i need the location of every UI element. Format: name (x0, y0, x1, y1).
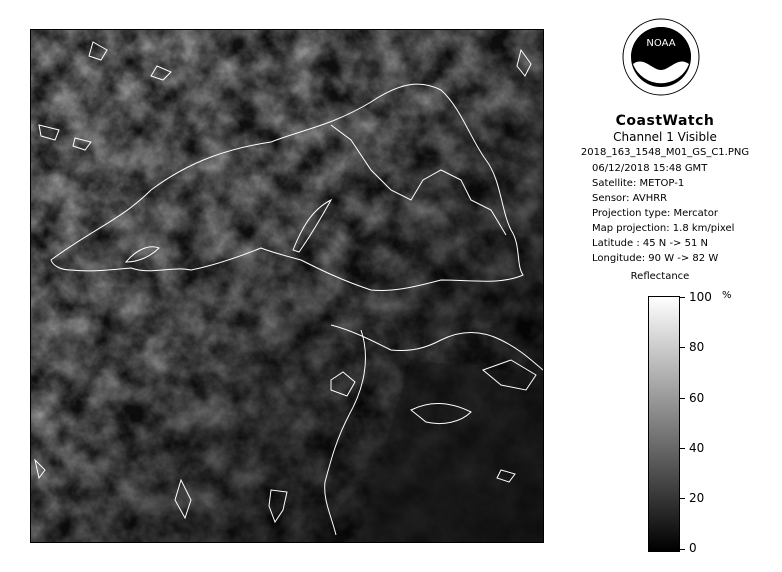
tick-label-20: 20 (689, 491, 705, 505)
filename: 2018_163_1548_M01_GS_C1.PNG (580, 147, 750, 158)
meta-satellite: Satellite: METOP-1 (592, 178, 685, 189)
meta-longitude: Longitude: 90 W -> 82 W (592, 253, 719, 264)
app-title: CoastWatch (615, 113, 715, 129)
tick-label-40: 40 (689, 441, 705, 455)
tick-mark (679, 549, 685, 550)
info-panel (548, 0, 782, 572)
tick-label-0: 0 (689, 541, 697, 555)
meta-latitude: Latitude : 45 N -> 51 N (592, 238, 708, 249)
meta-sensor: Sensor: AVHRR (592, 193, 668, 204)
meta-projection-type: Projection type: Mercator (592, 208, 718, 219)
meta-datetime: 06/12/2018 15:48 GMT (592, 163, 708, 174)
logo-text: NOAA (646, 38, 676, 49)
tick-label-60: 60 (689, 391, 705, 405)
tick-mark (679, 398, 685, 399)
noaa-logo (622, 18, 700, 96)
tick-mark (679, 498, 685, 499)
tick-label-80: 80 (689, 340, 705, 354)
legend-unit: % (722, 290, 732, 301)
tick-mark (679, 347, 685, 348)
channel-label: Channel 1 Visible (613, 130, 717, 144)
tick-label-100: 100 (689, 290, 712, 304)
reflectance-colorbar (648, 296, 680, 552)
tick-mark (679, 448, 685, 449)
satellite-map[interactable] (30, 29, 544, 543)
meta-map-projection: Map projection: 1.8 km/pixel (592, 223, 735, 234)
tick-mark (679, 297, 685, 298)
map-canvas (31, 30, 543, 542)
legend-title: Reflectance (630, 271, 690, 282)
